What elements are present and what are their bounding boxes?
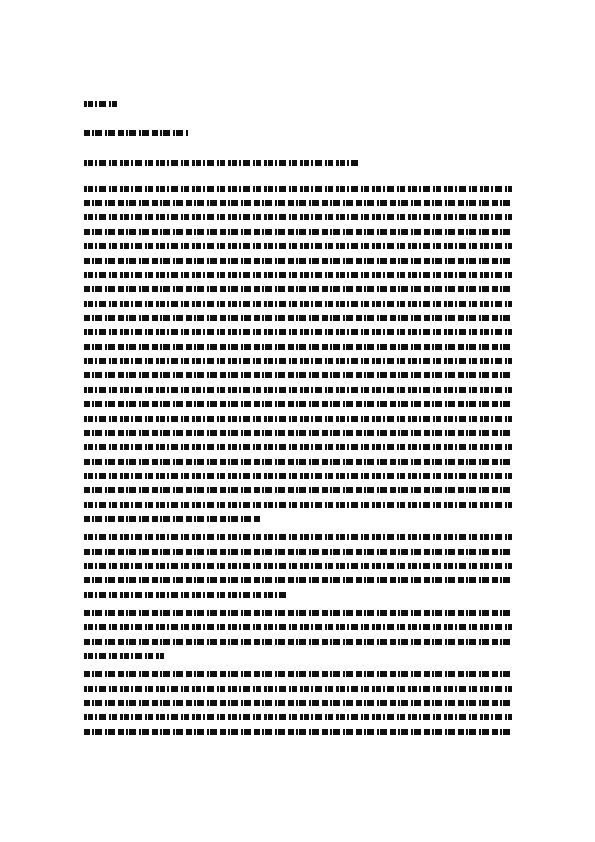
text-line (84, 577, 512, 583)
text-line (84, 700, 512, 706)
text-line (84, 401, 512, 407)
text-line (84, 516, 260, 522)
text-line (84, 592, 289, 598)
text-line (84, 549, 512, 555)
text-line (84, 301, 512, 307)
text-line (84, 272, 512, 278)
title-line (84, 101, 118, 107)
text-line (84, 286, 512, 292)
text-line (84, 186, 512, 192)
text-line (84, 610, 512, 616)
text-line (84, 624, 512, 630)
text-line (84, 686, 512, 692)
text-line (84, 372, 512, 378)
text-line (84, 315, 512, 321)
text-line (84, 214, 512, 220)
text-line (84, 387, 512, 393)
text-line (84, 639, 512, 645)
text-line (84, 243, 512, 249)
text-line (84, 563, 512, 569)
text-line (84, 358, 512, 364)
text-line (84, 729, 512, 735)
text-line (84, 502, 512, 508)
text-line (84, 714, 512, 720)
text-line (84, 473, 512, 479)
text-line (84, 344, 512, 350)
heading-line (84, 160, 359, 166)
text-line (84, 430, 512, 436)
text-line (84, 459, 512, 465)
text-line (84, 534, 512, 540)
text-line (84, 329, 512, 335)
subtitle-line (84, 130, 188, 136)
text-line (84, 258, 512, 264)
text-line (84, 487, 512, 493)
text-line (84, 416, 512, 422)
text-line (84, 671, 512, 677)
text-line (84, 444, 512, 450)
text-line (84, 229, 512, 235)
text-line (84, 653, 164, 659)
text-line (84, 200, 512, 206)
